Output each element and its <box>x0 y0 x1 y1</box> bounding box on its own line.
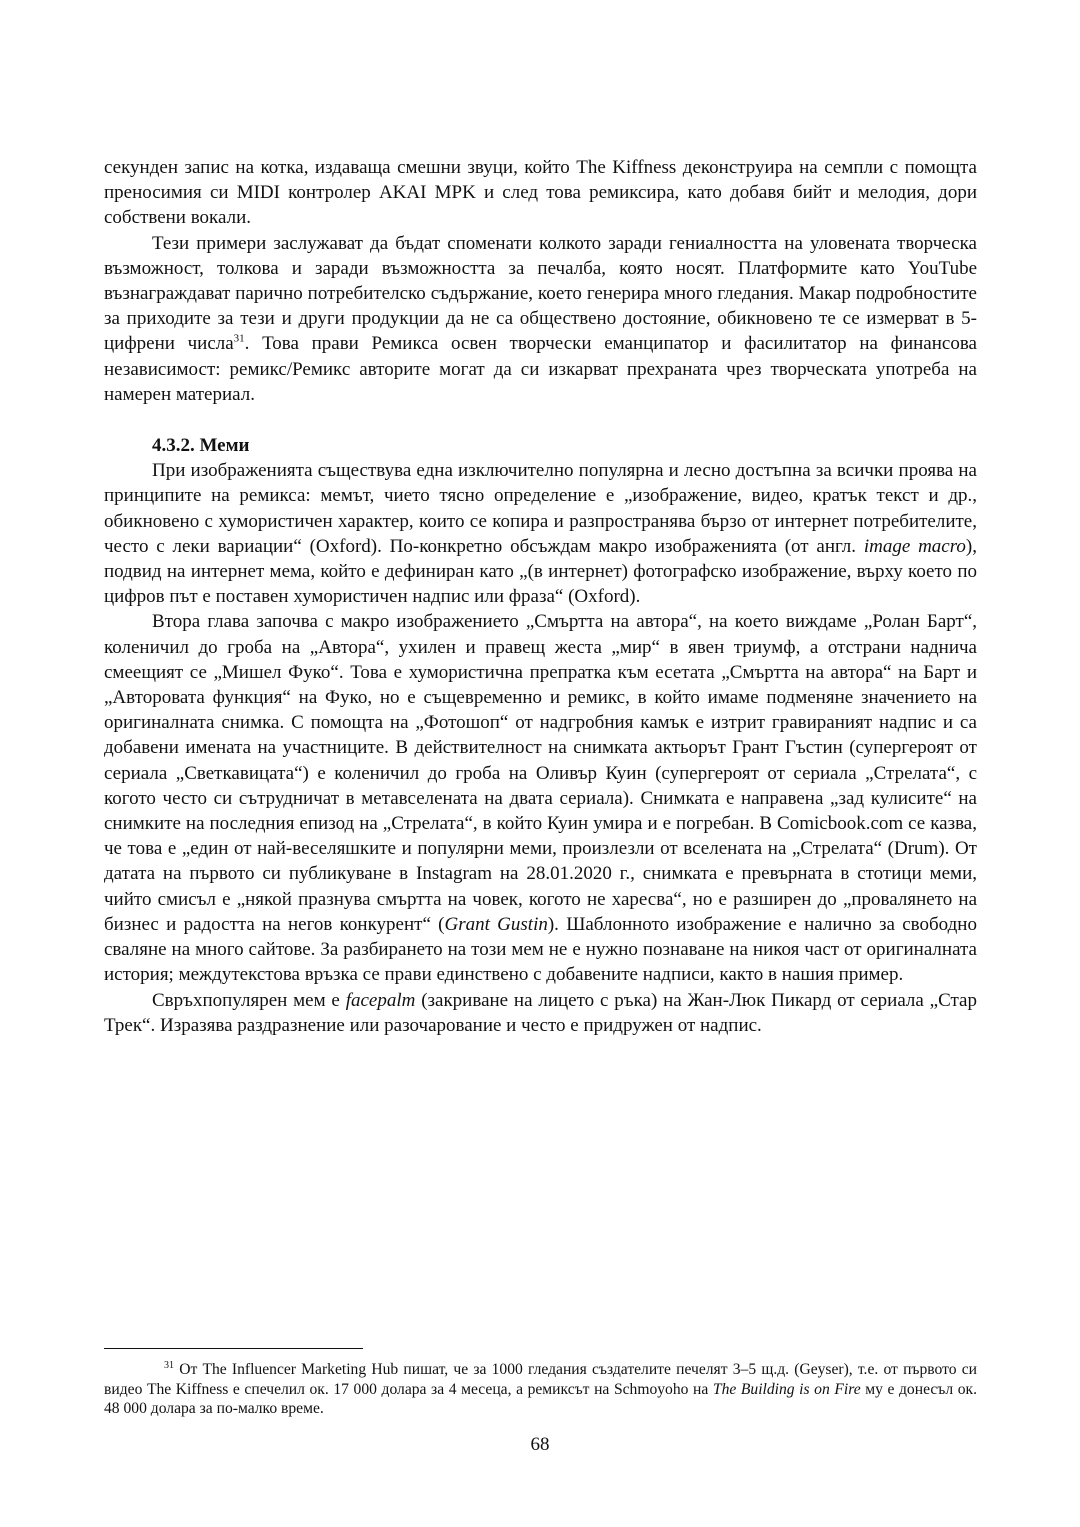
paragraph-4-italic: Grant Gustin <box>444 913 548 935</box>
paragraph-3 <box>104 458 977 609</box>
paragraph-2-text-a: Тези примери заслужават да бъдат споменати колкото заради гениалността на уловената творческа възможност, толкова и заради възможността за печалба, която носят. Платформите като YouTube възнаграждават парично потребителско съдържание, което генерира много гледания. Макар подробностите за приходите за тези и други продукции да не са обществено достояние, обикновено те се измерват в 5-цифрени числа <box>104 232 977 355</box>
footnote-divider <box>104 1348 363 1349</box>
section-heading: 4.3.2. Меми <box>152 435 250 457</box>
paragraph-3-text-a: При изображенията съществува една изключително популярна и лесно достъпна за всички проява на принципите на ремикса: мемът, чието тясно определение е „изображение, видео, кратък текст и др., обикновено с хумористичен характер, които се копира и разпространява бързо от интернет потребителите, често с леки вариации“ (Oxford). По-конкретно обсъждам макро изображенията (от англ. <box>104 460 977 557</box>
paragraph-3-text-b: ), подвид на интернет мема, който е дефиниран като „(в интернет) фотографско изображение, върху което по цифров път е поставен хумористичен надпис или фраза“ (Oxford). <box>104 535 977 608</box>
footnote-text-b: му е донесъл ок. 48 000 долара за по-малко време. <box>104 1380 978 1417</box>
paragraph-1-text: секунден запис на котка, издаваща смешни звуци, който The Kiffness деконструира на семпли с помощта преносимия си MIDI контролер AKAI MPK и след това ремиксира, като добавя бийт и мелодия, дори собствени вокали. <box>104 157 977 229</box>
page-body <box>104 155 977 1038</box>
paragraph-4 <box>104 609 977 987</box>
paragraph-4-text-a: Втора глава започва с макро изображението „Смъртта на автора“, на което виждаме „Ролан Барт“, коленичил до гроба на „Автора“, ухилен и правещ жеста „мир“ в явен триумф, а отстрани наднича смеещият се „Мишел Фуко“. Това е хумористична препратка към есетата „Смъртта на автора“ на Барт и „Авторовата функция“ на Фуко, но е същевременно и ремикс, в който имаме подменяне значението на оригиналната снимка. С помощта на „Фотошоп“ от надгробния камък е изтрит гравираният надпис и са добавени имената на участниците. В действителност на снимката актьорът Грант Гъстин (супергероят от сериала „Светкавицата“) е коленичил до гроба на Оливър Куин (супергероят от сериала „Стрелата“, с когото често си сътрудничат в метавселената на двата сериала). Снимката е направена „зад кулисите“ на снимките на последния епизод на „Стрелата“, в който Куин умира и е погребан. В Comicbook.com се казва, че това е „един от най-веселяшките и популярни меми, произлезли от вселената на „Стрелата“ (Drum). От датата на първото си публикуване в Instagram на 28.01.2020 г., снимката е превърната в стотици меми, чийто смисъл е „някой празнува смъртта на човек, когото не харесва“, но е разширен до „провалянето на бизнес и радостта на негов конкурент“ ( <box>104 611 977 935</box>
page-number: 68 <box>530 1434 550 1455</box>
paragraph-2 <box>104 231 977 407</box>
paragraph-1 <box>104 155 977 231</box>
footnote-italic: The Building is on Fire <box>712 1380 861 1398</box>
paragraph-5-text-b: (закриване на лицето с ръка) на Жан-Люк Пикард от сериала „Стар Трек“. Изразява раздразнение или разочарование и често е придружен от надпис. <box>104 989 977 1036</box>
paragraph-5 <box>104 988 977 1038</box>
paragraph-3-italic: image macro <box>863 535 966 557</box>
footnote-number: 31 <box>164 1359 174 1371</box>
footnote-text <box>104 1360 977 1419</box>
footnote-31 <box>104 1360 977 1419</box>
paragraph-5-italic: facepalm <box>345 989 416 1011</box>
footnote-ref-31[interactable]: 31 <box>233 333 245 346</box>
footnote-text-a: От The Influencer Marketing Hub пишат, че за 1000 гледания създателите печелят 3–5 щ.д. (Geyser), т.е. от първото си видео The Kiffness е спечелил ок. 17 000 долара за 4 месеца, а ремиксът на Schmoyoho на <box>104 1361 977 1398</box>
paragraph-5-text-a: Свръхпопулярен мем е <box>152 989 346 1011</box>
paragraph-4-text-b: ). Шаблонното изображение е налично за свободно сваляне на много сайтове. За разбирането на този мем не е нужно познаване на никоя част от оригиналната история; междутекстова връзка се прави единствено с добавените надписи, както в нашия пример. <box>104 913 977 986</box>
paragraph-2-text-b: . Това прави Ремикса освен творчески еманципатор и фасилитатор на финансова независимост: ремикс/Ремикс авторите могат да си изкарват прехраната чрез творческата употреба на намерен материал. <box>104 333 977 405</box>
